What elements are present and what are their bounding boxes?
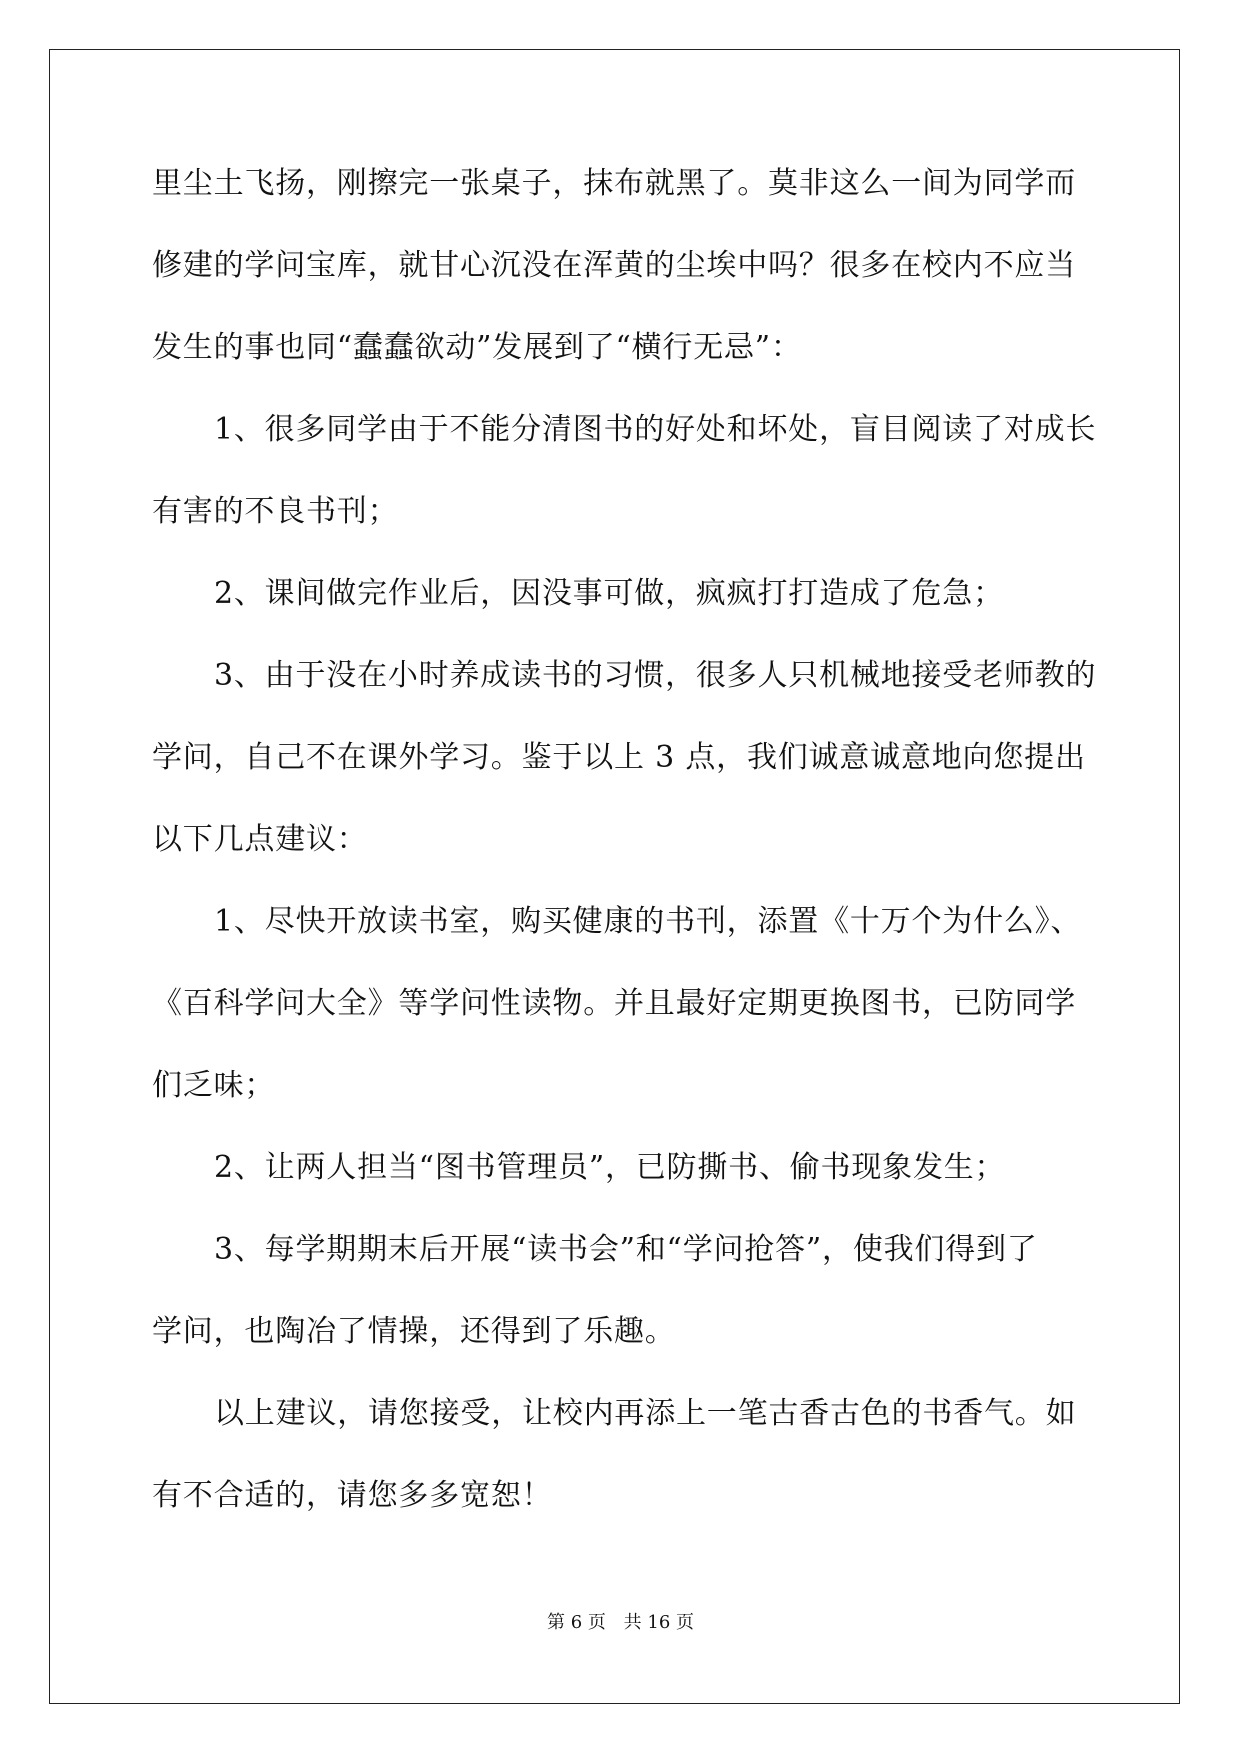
text-line: 3、由于没在小时养成读书的习惯，很多人只机械地接受老师教的: [214, 658, 1097, 693]
text-line: 《百科学问大全》等学问性读物。并且最好定期更换图书，已防同学: [152, 986, 1076, 1021]
text-line: 学问，也陶冶了情操，还得到了乐趣。: [152, 1314, 676, 1349]
text-line: 3、每学期期末后开展“读书会”和“学问抢答”，使我们得到了: [214, 1232, 1038, 1267]
current-page-label: 第 6 页: [547, 1612, 606, 1633]
text-line: 2、课间做完作业后，因没事可做，疯疯打打造成了危急；: [214, 576, 1004, 611]
text-line: 有不合适的，请您多多宽恕！: [152, 1478, 553, 1513]
total-pages-label: 共 16 页: [623, 1612, 694, 1633]
text-line: 们乏味；: [152, 1068, 276, 1103]
text-line: 以下几点建议：: [152, 822, 368, 857]
text-line: 1、很多同学由于不能分清图书的好处和坏处，盲目阅读了对成长: [214, 412, 1097, 447]
page-footer: [0, 1611, 1241, 1635]
text-line: 以上建议，请您接受，让校内再添上一笔古香古色的书香气。如: [214, 1396, 1077, 1431]
text-line: 2、让两人担当“图书管理员”，已防撕书、偷书现象发生；: [214, 1150, 1006, 1185]
text-line: 学问，自己不在课外学习。鉴于以上 3 点，我们诚意诚意地向您提出: [152, 740, 1086, 775]
text-line: 发生的事也同“蠢蠢欲动”发展到了“横行无忌”：: [152, 330, 802, 365]
text-line: 修建的学问宝库，就甘心沉没在浑黄的尘埃中吗？很多在校内不应当: [152, 248, 1076, 283]
document-body: [152, 162, 1097, 1556]
text-line: 里尘土飞扬，刚擦完一张桌子，抹布就黑了。莫非这么一间为同学而: [152, 166, 1076, 201]
text-line: 有害的不良书刊；: [152, 494, 399, 529]
text-line: 1、尽快开放读书室，购买健康的书刊，添置《十万个为什么》、: [214, 904, 1082, 939]
